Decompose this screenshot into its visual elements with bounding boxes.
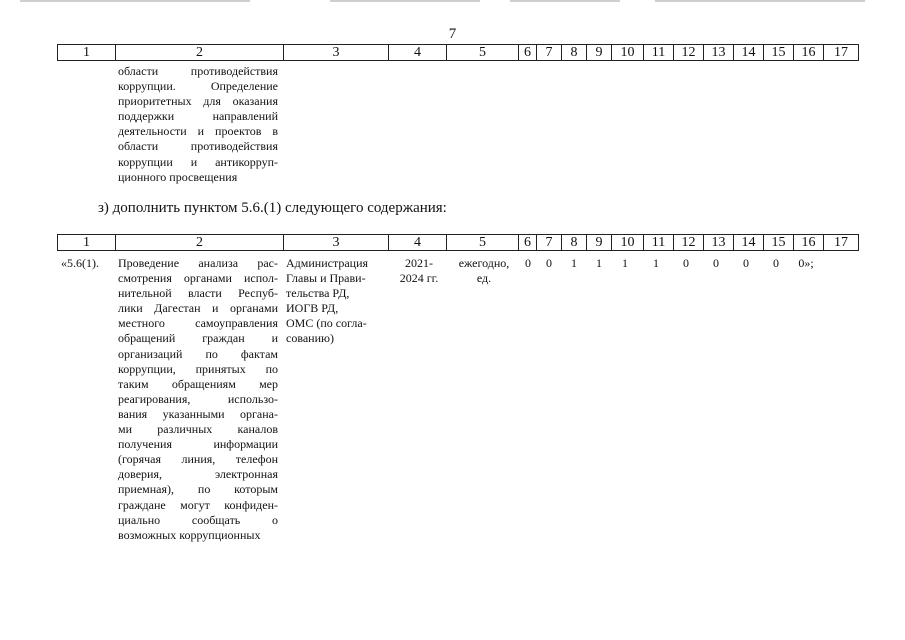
col-header: 12 [674,45,704,61]
text-line: обращений граждан и [118,331,278,346]
col-header: 3 [284,235,389,251]
text-line: области противодействия [118,139,278,154]
text-line: смотрения органами испол- [118,271,278,286]
text-line: деятельности и проектов в [118,124,278,139]
value-cell: 1 [653,256,659,270]
text-line: 2024 гг. [399,271,439,286]
amendment-paragraph: з) дополнить пунктом 5.6.(1) следующего содержания: [98,200,447,216]
value-cell: 0 [743,256,749,270]
text-line: ОМС (по согла- [286,316,367,331]
text-line: 2021- [405,256,433,270]
text-line: вания указанными органа- [118,406,278,421]
col-header: 16 [794,45,824,61]
text-line: нительной власти Респуб- [118,286,278,301]
row-number: «5.6(1). [61,256,99,270]
text-line: ИОГВ РД, [286,301,339,316]
col-header: 17 [824,235,859,251]
value-cell: 0 [546,256,552,270]
text-line: Администрация [286,256,369,270]
col-header: 1 [58,235,116,251]
col-header: 14 [734,235,764,251]
text-line: тельства РД, [286,286,350,301]
col-header: 4 [389,45,447,61]
col-header: 15 [764,45,794,61]
col-header: 10 [612,235,644,251]
col-header: 5 [447,235,519,251]
value-cell: 0 [683,256,689,270]
col-header: 11 [644,45,674,61]
value-cell: 1 [571,256,577,270]
col-header: 8 [562,235,587,251]
text-line: ежегодно, [458,256,510,270]
col-header: 4 [389,235,447,251]
col-header: 6 [519,235,537,251]
text-line: приоритетных для оказания [118,94,278,109]
value-cell: 0 [773,256,779,270]
col-header: 1 [58,45,116,61]
col-header: 5 [447,45,519,61]
col-header: 7 [537,235,562,251]
col-header: 9 [587,45,612,61]
column-number-header-top [57,44,859,61]
value-cell: 1 [596,256,602,270]
col-header: 14 [734,45,764,61]
text-line: приемная), по которым [118,482,278,497]
col-header: 3 [284,45,389,61]
text-line: ед. [476,271,492,286]
text-line: местного самоуправления [118,316,278,331]
col-header: 17 [824,45,859,61]
text-line: получения информации [118,437,278,452]
scan-artifact-line [330,0,480,2]
col-header: 11 [644,235,674,251]
text-line: (горячая линия, телефон [118,452,278,467]
text-line: реагирования, использо- [118,391,278,406]
row-values [0,256,905,272]
col-header: 6 [519,45,537,61]
scan-artifact-line [20,0,250,2]
col-header: 8 [562,45,587,61]
column-number-header-bottom [57,234,859,251]
text-line: организаций по фактам [118,346,278,361]
value-cell: 0 [713,256,719,270]
text-line: Проведение анализа рас- [118,256,278,270]
continuation-description [118,64,278,185]
text-line: коррупции и антикорруп- [118,154,278,169]
text-line: поддержки направлений [118,109,278,124]
col-header: 2 [116,235,284,251]
col-header: 13 [704,235,734,251]
text-line: Главы и Прави- [286,271,366,286]
value-cell: 0 [525,256,531,270]
text-line: таким обращениям мер [118,376,278,391]
col-header: 15 [764,235,794,251]
text-line: лики Дагестан и органами [118,301,278,316]
text-line: ми различных каналов [118,422,278,437]
text-line: ционного просвещения [118,169,238,184]
col-header: 10 [612,45,644,61]
scan-artifact-line [655,0,865,2]
col-header: 9 [587,235,612,251]
row-description [118,256,278,543]
col-header: 16 [794,235,824,251]
text-line: коррупции, принятых по [118,361,278,376]
col-header: 12 [674,235,704,251]
scan-artifact-line [510,0,620,2]
text-line: сованию) [286,331,334,346]
text-line: коррупции. Определение [118,79,278,94]
text-line: циально сообщать о [118,512,278,527]
text-line: возможных коррупционных [118,527,261,542]
page-number: 7 [448,26,457,42]
value-cell: 1 [622,256,628,270]
col-header: 7 [537,45,562,61]
text-line: граждане могут конфиден- [118,497,278,512]
text-line: области противодействия [118,64,278,78]
col-header: 2 [116,45,284,61]
value-cell: 0»; [798,256,814,270]
text-line: доверия, электронная [118,467,278,482]
col-header: 13 [704,45,734,61]
